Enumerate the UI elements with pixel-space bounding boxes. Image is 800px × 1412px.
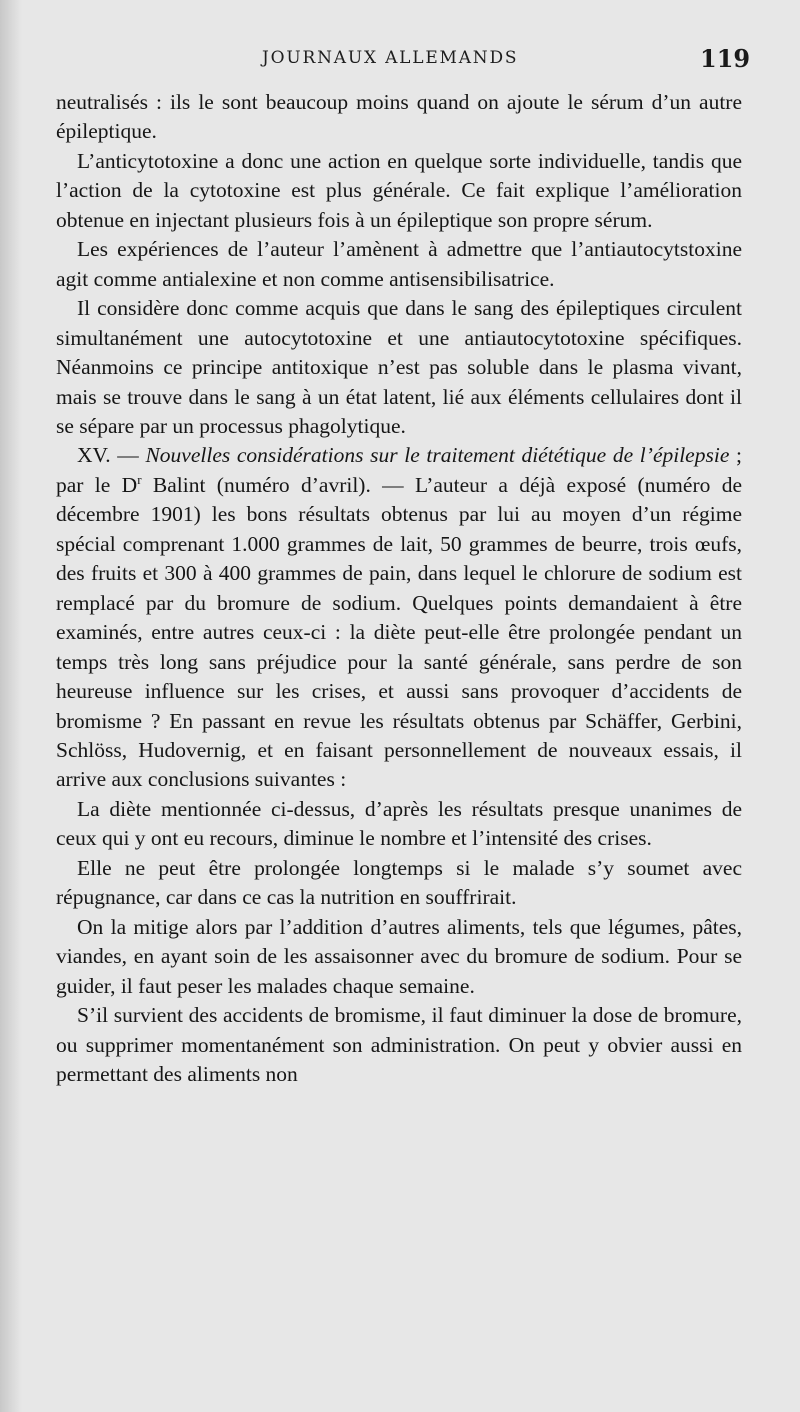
page-number: 119 <box>700 44 751 73</box>
running-head <box>0 44 800 74</box>
article-title: Nouvelles considérations sur le traitement diététique de l’épilepsie <box>145 443 730 468</box>
paragraph-experiences: Les expériences de l’auteur l’amènent à admettre que l’antiautocytstoxine agit comme antialexine et non comme antisensibilisatrice. <box>56 237 742 291</box>
paragraph-bromisme: S’il survient des accidents de bromisme, il faut diminuer la dose de bromure, ou supprimer momentanément son administration. On peut y obvier aussi en permettant des aliments non <box>56 1003 742 1086</box>
paragraph-anticytotoxine: L’anticytotoxine a donc une action en quelque sorte individuelle, tandis que l’action de la cytotoxine est plus générale. Ce fait explique l’amélioration obtenue en injectant plusieurs fois à un épileptique son propre sérum. <box>56 148 742 232</box>
author-intro: ; par le D <box>56 443 742 497</box>
paragraph-diete-resultats: La diète mentionnée ci-dessus, d’après les résultats presque unanimes de ceux qui y ont eu recours, diminue le nombre et l’intensité des crises. <box>56 796 742 851</box>
paragraph-section-xv <box>56 441 742 794</box>
running-title: JOURNAUX ALLEMANDS <box>262 48 519 68</box>
paragraph-prolongation: Elle ne peut être prolongée longtemps si le malade s’y soumet avec répugnance, car dans ce cas la nutrition en souffrirait. <box>56 855 742 910</box>
paragraph-continuation: neutralisés : ils le sont beaucoup moins quand on ajoute le sérum d’un autre épileptique. <box>56 90 742 144</box>
body-text <box>56 88 742 1089</box>
paragraph-conclusion-sang: Il considère donc comme acquis que dans le sang des épileptiques circulent simultanément une autocytotoxine et une antiautocytotoxine spécifiques. Néanmoins ce principe antitoxique n’est pas soluble dans le plasma vivant, mais se trouve dans le sang à un état latent, lié aux éléments cellulaires dont il se sépare par un processus phagolytique. <box>56 296 742 438</box>
section-body: Balint (numéro d’avril). — L’auteur a déjà exposé (numéro de décembre 1901) les bons résultats obtenus par lui au moyen d’un régime spécial comprenant 1.000 grammes de lait, 50 grammes de beurre, trois œufs, des fruits et 300 à 400 grammes de pain, dans lequel le chlorure de sodium est remplacé par du bromure de sodium. Quelques points demandaient à être examinés, entre autres ceux-ci : la diète peut-elle être prolongée pendant un temps très long sans préjudice pour la santé générale, sans perdre de son heureuse influence sur les crises, et aussi sans provoquer d’accidents de bromisme ? En passant en revue les résultats obtenus par Schäffer, Gerbini, Schlöss, Hudovernig, et en faisant personnellement de nouveaux essais, il arrive aux conclusions suivantes : <box>56 472 743 792</box>
author-title-superscript: r <box>137 471 142 487</box>
paragraph-mitigation: On la mitige alors par l’addition d’autres aliments, tels que légumes, pâtes, viandes, en ayant soin de les assaisonner avec du bromure de sodium. Pour se guider, il faut peser les malades chaque semaine. <box>56 914 742 998</box>
section-label: XV. — <box>77 443 146 468</box>
